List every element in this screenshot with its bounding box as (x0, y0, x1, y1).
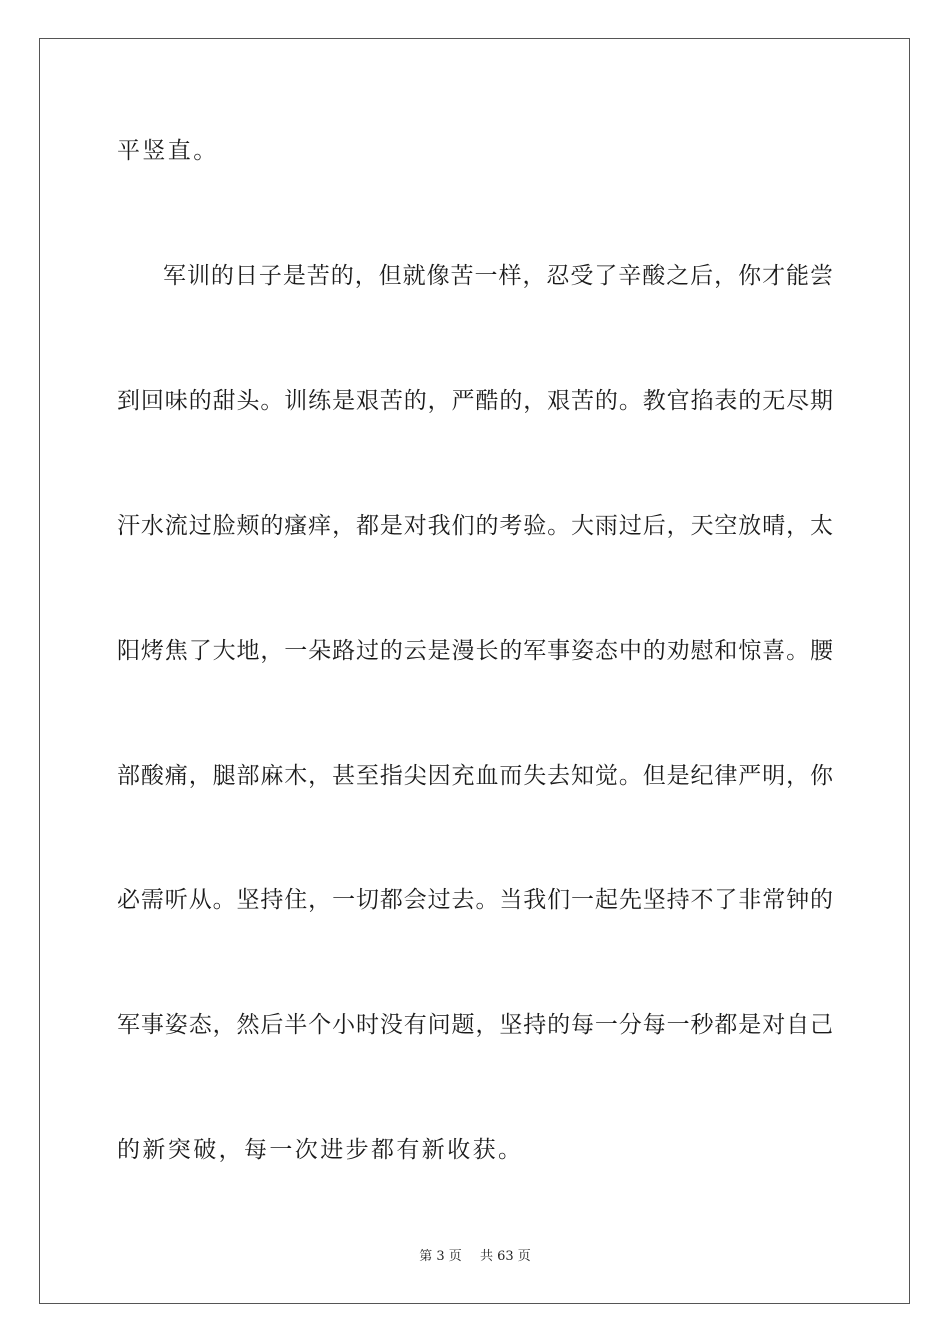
text-line: 必需听从。坚持住，一切都会过去。当我们一起先坚持不了非常钟的 (117, 887, 833, 913)
text-line: 的新突破，每一次进步都有新收获。 (117, 1137, 524, 1163)
text-line: 军事姿态，然后半个小时没有问题，坚持的每一分每一秒都是对自己 (117, 1012, 833, 1038)
page-number: 第 3 页 (419, 1249, 462, 1264)
text-line: 军训的日子是苦的，但就像苦一样，忍受了辛酸之后，你才能尝 (163, 263, 833, 289)
page-frame (39, 38, 910, 1304)
text-line: 阳烤焦了大地，一朵路过的云是漫长的军事姿态中的劝慰和惊喜。腰 (117, 638, 833, 664)
total-pages: 共 63 页 (479, 1249, 531, 1264)
text-line: 到回味的甜头。训练是艰苦的，严酷的，艰苦的。教官掐表的无尽期 (117, 388, 833, 414)
text-line: 汗水流过脸颊的瘙痒，都是对我们的考验。大雨过后，天空放晴，太 (117, 513, 833, 539)
text-line: 部酸痛，腿部麻木，甚至指尖因充血而失去知觉。但是纪律严明，你 (117, 763, 833, 789)
page-footer (0, 1248, 950, 1266)
text-line: 平竖直。 (117, 138, 219, 164)
